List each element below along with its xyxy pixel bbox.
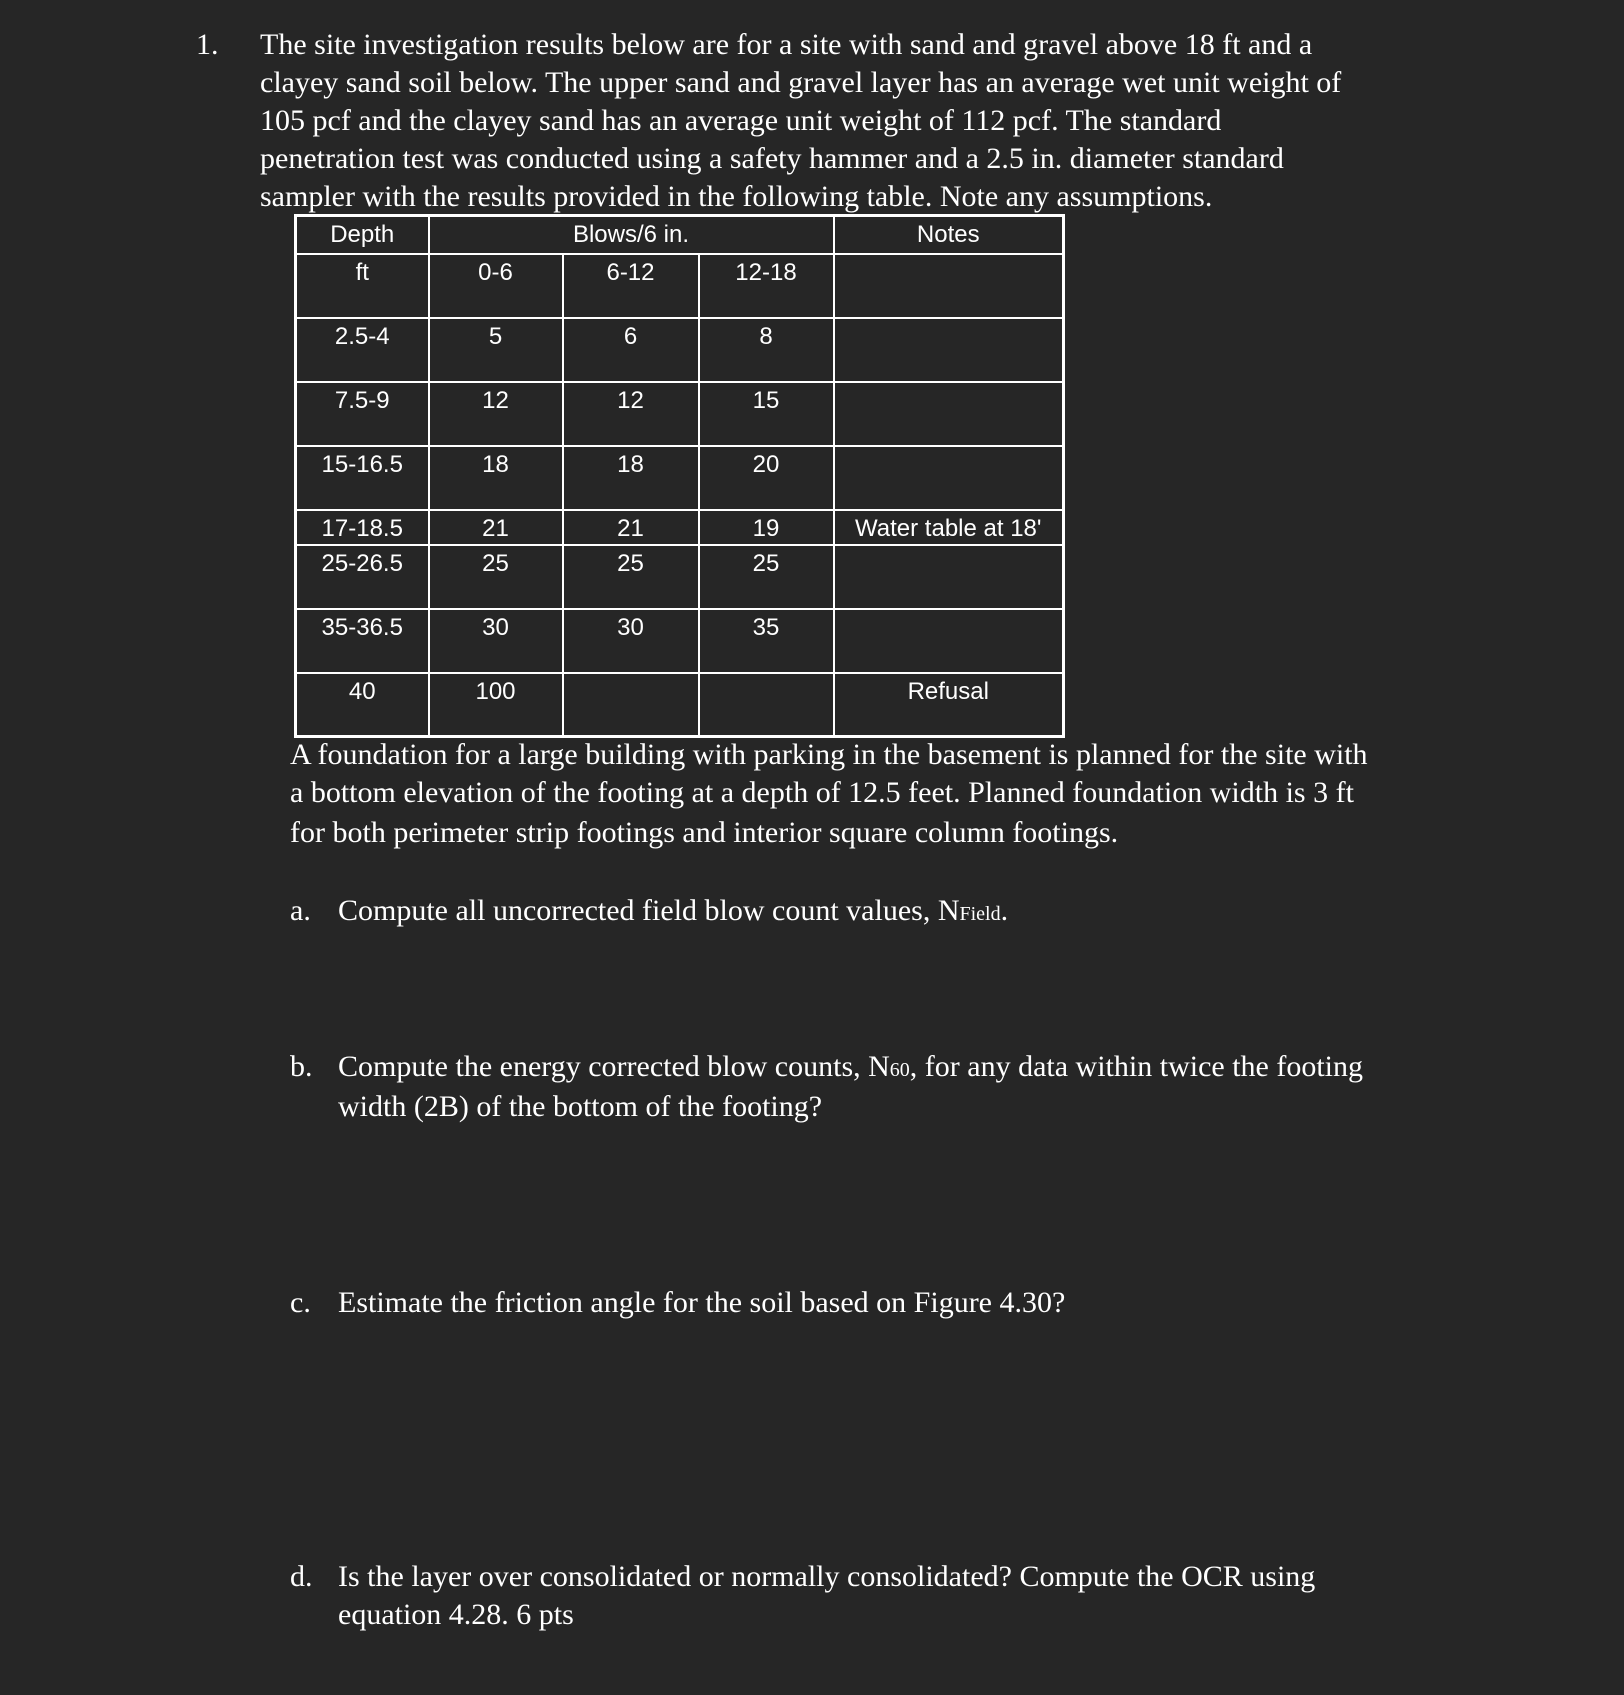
table-row bbox=[296, 446, 1064, 510]
note-cell bbox=[834, 446, 1064, 510]
part-b-line1 bbox=[338, 1048, 1363, 1089]
blow-cell: 5 bbox=[429, 318, 563, 382]
table-header-row bbox=[296, 216, 1064, 254]
part-b-post: , for any data within twice the footing bbox=[909, 1050, 1364, 1083]
blow-cell: 12 bbox=[563, 382, 699, 446]
header-interval: 12-18 bbox=[699, 254, 834, 318]
blow-cell bbox=[699, 673, 834, 737]
blow-cell: 30 bbox=[563, 609, 699, 673]
note-cell bbox=[834, 609, 1064, 673]
blow-cell: 6 bbox=[563, 318, 699, 382]
blow-cell: 15 bbox=[699, 382, 834, 446]
intro-line: sampler with the results provided in the following table. Note any assumptions. bbox=[260, 180, 1213, 213]
depth-cell: 15-16.5 bbox=[296, 446, 429, 510]
part-c-label: c. bbox=[290, 1286, 311, 1319]
part-a-end: . bbox=[1000, 894, 1009, 927]
table-subheader-row bbox=[296, 254, 1064, 318]
depth-cell: 7.5-9 bbox=[296, 382, 429, 446]
table-row bbox=[296, 510, 1064, 545]
part-a-text bbox=[338, 892, 1008, 933]
blow-cell: 18 bbox=[429, 446, 563, 510]
table-row bbox=[296, 318, 1064, 382]
part-b-subscript: 60 bbox=[889, 1059, 910, 1081]
part-a-main: Compute all uncorrected field blow count values, N bbox=[338, 894, 960, 927]
blow-cell: 25 bbox=[429, 545, 563, 609]
note-cell: Refusal bbox=[834, 673, 1064, 737]
depth-cell: 35-36.5 bbox=[296, 609, 429, 673]
foundation-line: a bottom elevation of the footing at a depth of 12.5 feet. Planned foundation width is 3 ft bbox=[290, 776, 1354, 809]
part-b-label: b. bbox=[290, 1050, 313, 1083]
blow-cell: 21 bbox=[429, 510, 563, 545]
foundation-line: for both perimeter strip footings and interior square column footings. bbox=[290, 816, 1119, 849]
depth-cell: 2.5-4 bbox=[296, 318, 429, 382]
blow-cell: 30 bbox=[429, 609, 563, 673]
blow-cell: 12 bbox=[429, 382, 563, 446]
part-d-line1: Is the layer over consolidated or normally consolidated? Compute the OCR using bbox=[338, 1560, 1316, 1593]
header-interval: 6-12 bbox=[563, 254, 699, 318]
foundation-line: A foundation for a large building with parking in the basement is planned for the site with bbox=[290, 738, 1368, 771]
part-d-label: d. bbox=[290, 1560, 313, 1593]
blow-cell: 25 bbox=[563, 545, 699, 609]
header-depth: Depth bbox=[296, 216, 429, 254]
part-c-text: Estimate the friction angle for the soil based on Figure 4.30? bbox=[338, 1286, 1066, 1319]
blow-cell: 21 bbox=[563, 510, 699, 545]
part-d-line2: equation 4.28. 6 pts bbox=[338, 1598, 574, 1631]
part-a-label: a. bbox=[290, 894, 311, 927]
table-row bbox=[296, 545, 1064, 609]
blow-cell: 25 bbox=[699, 545, 834, 609]
blow-cell: 19 bbox=[699, 510, 834, 545]
table-row bbox=[296, 673, 1064, 737]
depth-cell: 25-26.5 bbox=[296, 545, 429, 609]
blow-cell: 8 bbox=[699, 318, 834, 382]
table-row bbox=[296, 609, 1064, 673]
depth-cell: 40 bbox=[296, 673, 429, 737]
note-cell bbox=[834, 382, 1064, 446]
part-b-line2: width (2B) of the bottom of the footing? bbox=[338, 1090, 823, 1123]
blow-cell: 100 bbox=[429, 673, 563, 737]
spt-results-table bbox=[294, 214, 1065, 738]
part-a-subscript: Field bbox=[959, 903, 1001, 925]
depth-cell: 17-18.5 bbox=[296, 510, 429, 545]
table-row bbox=[296, 382, 1064, 446]
blow-cell: 18 bbox=[563, 446, 699, 510]
blow-cell: 20 bbox=[699, 446, 834, 510]
question-number: 1. bbox=[196, 28, 219, 61]
header-empty bbox=[834, 254, 1064, 318]
header-notes: Notes bbox=[834, 216, 1064, 254]
note-cell bbox=[834, 318, 1064, 382]
blow-cell: 35 bbox=[699, 609, 834, 673]
intro-line: clayey sand soil below. The upper sand and gravel layer has an average wet unit weight of bbox=[260, 66, 1342, 99]
header-interval: 0-6 bbox=[429, 254, 563, 318]
part-b-pre: Compute the energy corrected blow counts, N bbox=[338, 1050, 890, 1083]
intro-line: The site investigation results below are for a site with sand and gravel above 18 ft and a bbox=[260, 28, 1313, 61]
note-cell: Water table at 18' bbox=[834, 510, 1064, 545]
header-unit: ft bbox=[296, 254, 429, 318]
intro-line: penetration test was conducted using a safety hammer and a 2.5 in. diameter standard bbox=[260, 142, 1284, 175]
header-blows: Blows/6 in. bbox=[429, 216, 834, 254]
note-cell bbox=[834, 545, 1064, 609]
blow-cell bbox=[563, 673, 699, 737]
intro-line: 105 pcf and the clayey sand has an average unit weight of 112 pcf. The standard bbox=[260, 104, 1222, 137]
